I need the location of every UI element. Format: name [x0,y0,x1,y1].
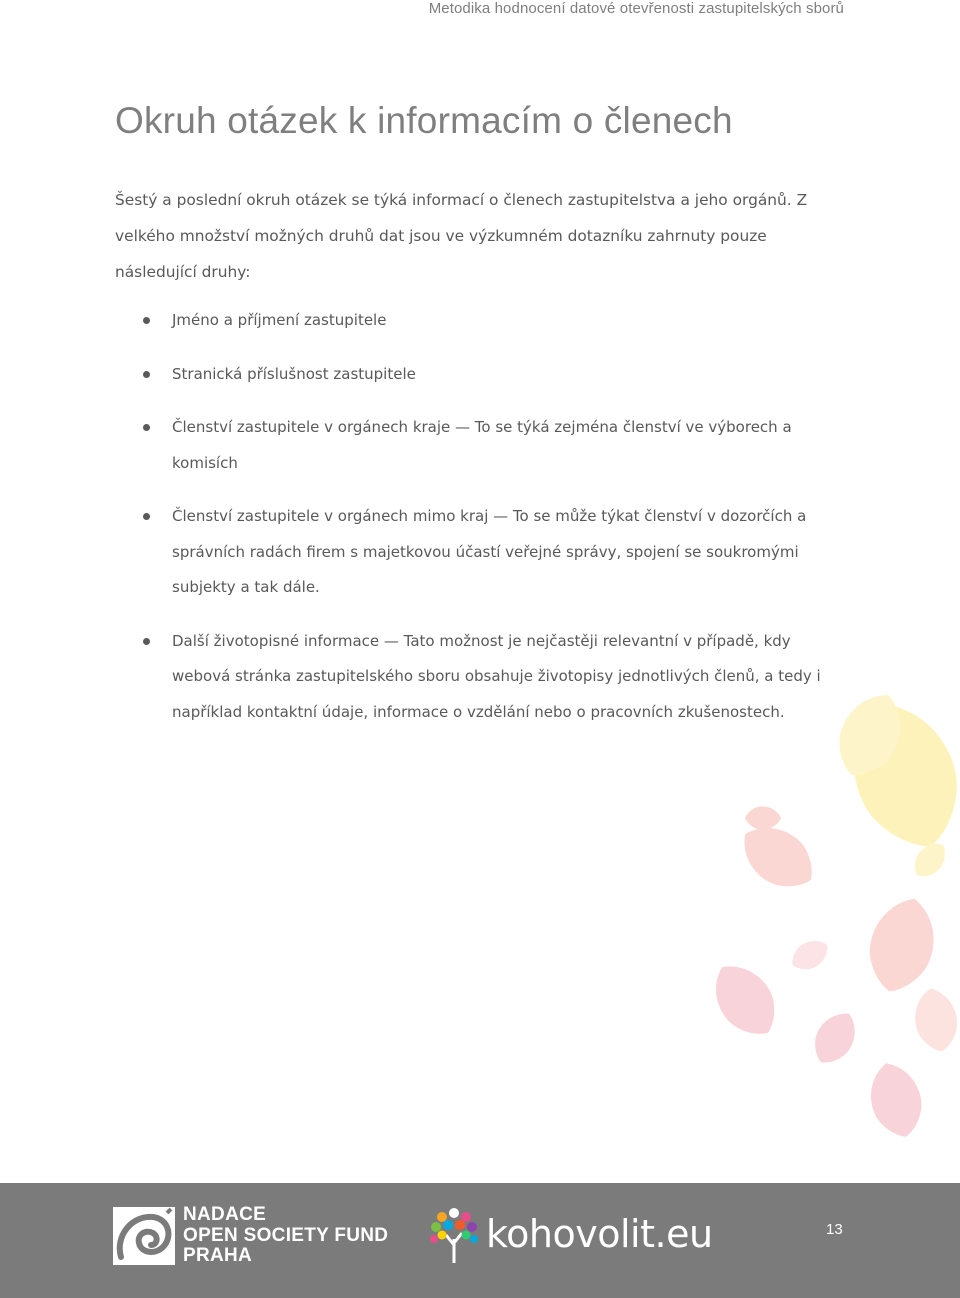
list-item-text: Členství zastupitele v orgánech mimo kraj — To se může týkat členství v dozorčích a správních radách firem s majetkovou účastí veřejné správy, spojení se soukromými subjekty a tak dále. [172,507,807,596]
list-item [143,410,823,481]
list-item [143,499,823,606]
osf-swirl-logo-icon [113,1207,175,1265]
list-item-text: Jméno a příjmení zastupitele [172,311,387,329]
list-item-text: Členství zastupitele v orgánech kraje — To se týká zejména členství ve výborech a komisích [172,418,792,472]
intro-paragraph: Šestý a poslední okruh otázek se týká informací o členech zastupitelstva a jeho orgánů. Z velkého množství možných druhů dat jsou ve výzkumném dotazníku zahrnuty pouze následující druhy: [115,191,808,281]
list-item [143,303,823,339]
bullet-icon [143,371,150,378]
list-item-text: Stranická příslušnost zastupitele [172,364,416,383]
bullet-list [143,303,823,748]
bullet-icon [143,638,150,645]
bullet-icon [143,424,150,431]
kohovolit-tree-logo-icon [428,1205,480,1265]
bullet-icon [143,513,150,520]
list-item-text: Další životopisné informace — Tato možnost je nejčastěji relevantní v případě, kdy webová stránka zastupitelského sboru obsahuje životopisy jednotlivých členů, a tedy i například kontaktní údaje, informace o vzdělání nebo o pracovních zkušenostech. [172,631,821,721]
kohovolit-logo-text: kohovolit.eu [486,1212,713,1256]
bullet-icon [143,317,150,324]
running-header: Metodika hodnocení datové otevřenosti zastupitelských sborů [428,0,844,17]
osf-logo-text: NADACE OPEN SOCIETY FUND PRAHA [183,1204,389,1266]
section-title: Okruh otázek k informacím o členech [115,100,733,141]
list-item [143,624,823,731]
page-footer [0,1183,960,1298]
list-item [143,357,823,393]
page-number: 13 [826,1221,843,1238]
